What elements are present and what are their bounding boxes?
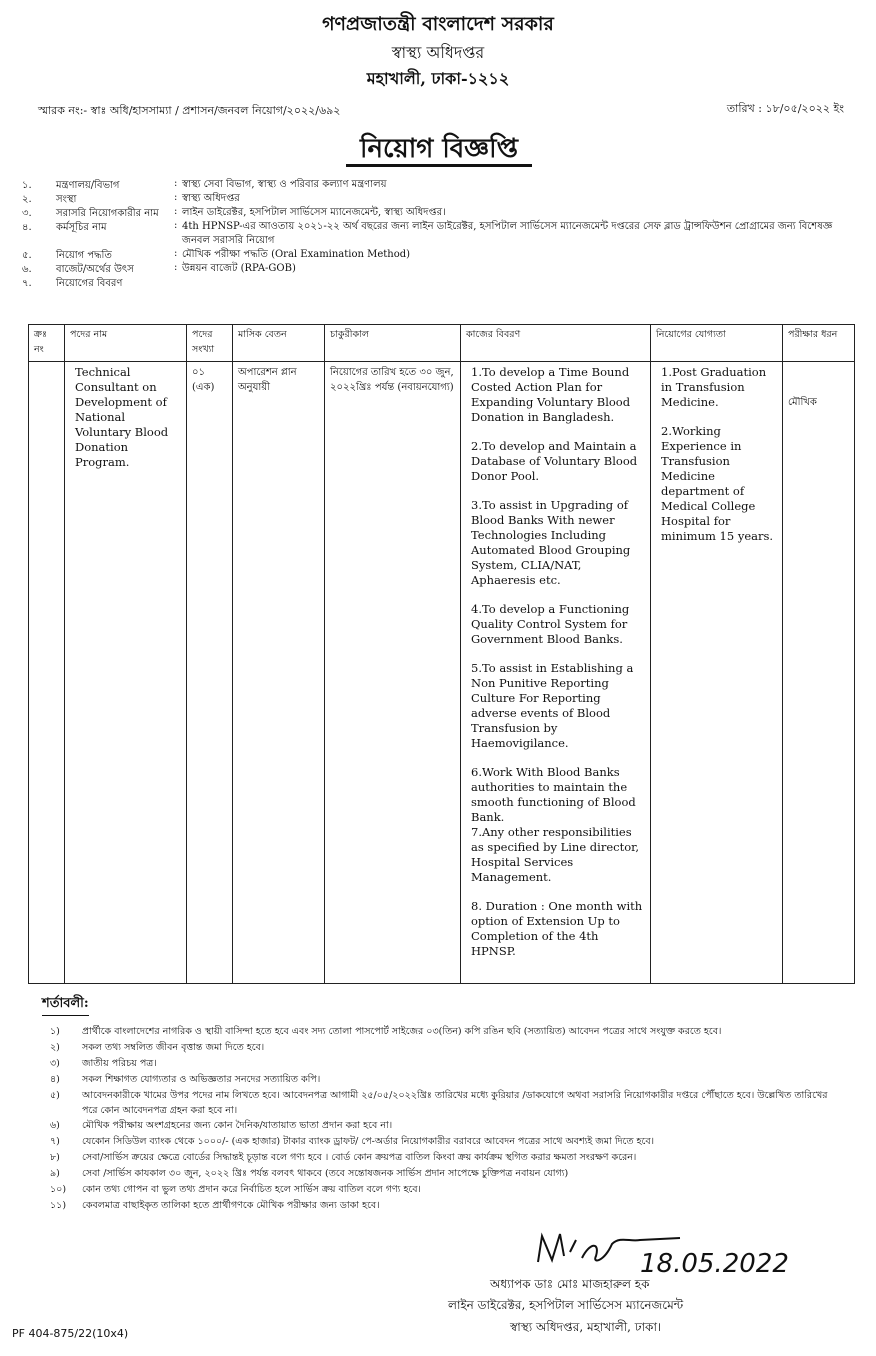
condition-num: ৫)	[50, 1090, 60, 1101]
meta-colon: :	[174, 206, 178, 217]
cell-post: Technical Consultant on Development of National Voluntary Blood Donation Program.	[65, 362, 187, 984]
condition-num: ২)	[50, 1042, 60, 1053]
meta-num: ৭.	[22, 278, 32, 289]
table-row	[29, 362, 855, 984]
print-code: PF 404-875/22(10x4)	[12, 1327, 129, 1340]
condition-item	[50, 1118, 840, 1134]
meta-row	[22, 192, 852, 206]
condition-text: মৌখিক পরীক্ষায় অংশগ্রহনের জন্য কোন দৈনিক/যাতায়াত ভাতা প্রদান করা হবে না।	[82, 1120, 393, 1131]
table-header-row	[29, 325, 855, 362]
meta-value: 4th HPNSP-এর আওতায় ২০২১-২২ অর্থ বছরের জন্য লাইন ডাইরেক্টর, হসপিটাল সার্ভিসেস ম্যানেজমেন্ট দপ্তরের সেফ ব্লাড ট্রান্সফিউশন প্রোগ্রামের জন্য বিশেষজ্ঞ জনবল সরাসরি নিয়োগ	[182, 221, 833, 246]
department-name: স্বাস্থ্য অধিদপ্তর	[391, 43, 485, 62]
meta-label: মন্ত্রণালয়/বিভাগ	[56, 180, 120, 191]
condition-num: ৮)	[50, 1152, 60, 1163]
meta-label: বাজেট/অর্থের উৎস	[56, 264, 134, 275]
condition-num: ১১)	[50, 1200, 67, 1211]
condition-num: ৭)	[50, 1136, 60, 1147]
condition-num: ৯)	[50, 1168, 60, 1179]
meta-value: মৌখিক পরীক্ষা পদ্ধতি (Oral Examination Method)	[182, 249, 411, 260]
col-header-exam: পরীক্ষার ধরন	[783, 325, 855, 362]
condition-text: প্রার্থীকে বাংলাদেশের নাগরিক ও স্থায়ী বাসিন্দা হতে হবে এবং সদ্য তোলা পাসপোর্ট সাইজের ০৩(তিন) কপি রঙিন ছবি (সত্যায়িত) আবেদন পত্রের সাথে সংযুক্ত করতে হবে।	[82, 1026, 722, 1037]
meta-value: লাইন ডাইরেক্টর, হসপিটাল সার্ভিসেস ম্যানেজমেন্ট, স্বাস্থ্য অধিদপ্তর।	[182, 207, 446, 218]
col-header-salary: মাসিক বেতন	[233, 325, 325, 362]
meta-row	[22, 206, 852, 220]
cell-tenure: নিয়োগের তারিখ হতে ৩০ জুন, ২০২২খ্রিঃ পর্যন্ত (নবায়নযোগ্য)	[325, 362, 461, 984]
meta-num: ৬.	[22, 264, 32, 275]
meta-label: নিয়োগ পদ্ধতি	[56, 250, 112, 261]
meta-num: ৫.	[22, 250, 32, 261]
condition-num: ৩)	[50, 1058, 60, 1069]
signature-date: 18.05.2022	[640, 1249, 789, 1279]
cell-count: ০১ (এক)	[187, 362, 233, 984]
signatory-title: লাইন ডাইরেক্টর, হসপিটাল সার্ভিসেস ম্যানেজমেন্ট	[448, 1298, 684, 1312]
meta-list	[22, 178, 852, 290]
condition-item	[50, 1198, 840, 1214]
condition-num: ১)	[50, 1026, 60, 1037]
handwritten-signature	[530, 1222, 830, 1282]
recruitment-table	[28, 324, 855, 984]
duty-item: 1.To develop a Time Bound Costed Action Plan for Expanding Voluntary Blood Donation in Bangladesh.	[471, 365, 631, 424]
duty-item: 3.To assist in Upgrading of Blood Banks With newer Technologies Including Automated Blood Grouping System, CLIA/NAT, Aphaeresis etc.	[471, 498, 631, 587]
duty-item: 8. Duration : One month with option of Extension Up to Completion of the 4th HPNSP.	[471, 899, 643, 958]
condition-item	[50, 1182, 840, 1198]
cell-exam	[783, 362, 855, 984]
duty-item: 5.To assist in Establishing a Non Punitive Reporting Culture For Reporting adverse events of Blood Transfusion by Haemovigilance.	[471, 661, 634, 750]
condition-text: সকল তথ্য সম্বলিত জীবন বৃত্তান্ত জমা দিতে হবে।	[82, 1042, 265, 1053]
condition-text: আবেদনকারীকে খামের উপর পদের নাম লিখতে হবে। আবেদনপত্র আগামী ২৫/০৫/২০২২খ্রিঃ তারিখের মধ্যে কুরিয়ার /ডাকযোগে অথবা সরাসরি নিয়োগকারীর দপ্তরে পৌঁছাতে হবে। উল্লেখিত তারিখের পরে কোন আবেদনপত্র গ্রহন করা হবে না।	[82, 1090, 828, 1116]
col-header-count: পদের সংখ্যা	[187, 325, 233, 362]
meta-label: সরাসরি নিয়োগকারীর নাম	[56, 208, 159, 219]
col-header-serial: ক্রঃ নং	[29, 325, 65, 362]
col-header-duties: কাজের বিবরণ	[461, 325, 651, 362]
meta-label: নিয়োগের বিবরণ	[56, 278, 123, 289]
condition-item	[50, 1072, 840, 1088]
meta-value: স্বাস্থ্য অধিদপ্তর	[182, 193, 240, 204]
condition-item	[50, 1134, 840, 1150]
meta-label: কর্মসূচির নাম	[56, 222, 107, 233]
signatory-name: অধ্যাপক ডাঃ মোঃ মাজহারুল হক	[490, 1277, 650, 1291]
qualification-item: 2.Working Experience in Transfusion Medicine department of Medical College Hospital for minimum 15 years.	[661, 424, 774, 543]
meta-row	[22, 178, 852, 192]
cell-serial	[29, 362, 65, 984]
duty-item: 2.To develop and Maintain a Database of Voluntary Blood Donor Pool.	[471, 439, 638, 483]
meta-colon: :	[174, 178, 178, 189]
govt-title: গণপ্রজাতন্ত্রী বাংলাদেশ সরকার	[322, 13, 554, 35]
col-header-tenure: চাকুরীকাল	[325, 325, 461, 362]
meta-row	[22, 276, 852, 290]
condition-item	[50, 1056, 840, 1072]
meta-num: ১.	[22, 180, 32, 191]
notice-title: নিয়োগ বিজ্ঞপ্তি	[346, 128, 532, 167]
condition-item	[50, 1150, 840, 1166]
office-address: মহাখালী, ঢাকা-১২১২	[366, 69, 510, 88]
condition-text: সকল শিক্ষাগত যোগ্যতার ও অভিজ্ঞতার সনদের সত্যায়িত কপি।	[82, 1074, 321, 1085]
meta-row	[22, 248, 852, 262]
meta-colon: :	[174, 262, 178, 273]
issue-date: তারিখ : ১৮/০৫/২০২২ ইং	[726, 102, 844, 115]
condition-item	[50, 1088, 840, 1118]
condition-text: সেবা /সার্ভিস কাযকাল ৩০ জুন, ২০২২ খ্রিঃ পর্যন্ত বলবৎ থাকবে (তবে সন্তোষজনক সার্ভিস প্রদান সাপেক্ষে চুক্তিপত্র নবায়ন যোগ্য)	[82, 1168, 569, 1179]
meta-label: সংস্থা	[56, 194, 77, 205]
condition-num: ৬)	[50, 1120, 60, 1131]
condition-num: ৪)	[50, 1074, 60, 1085]
meta-num: ৪.	[22, 222, 32, 233]
condition-item	[50, 1024, 840, 1040]
conditions-list	[50, 1024, 840, 1214]
cell-duties	[461, 362, 651, 984]
exam-type: মৌখিক	[788, 397, 817, 408]
meta-colon: :	[174, 248, 178, 259]
meta-value: স্বাস্থ্য সেবা বিভাগ, স্বাস্থ্য ও পরিবার কল্যাণ মন্ত্রণালয়	[182, 179, 387, 190]
condition-text: জাতীয় পরিচয় পত্র।	[82, 1058, 157, 1069]
cell-salary: অপারেশন প্লান অনুযায়ী	[233, 362, 325, 984]
col-header-qualification: নিয়োগের যোগ্যতা	[651, 325, 783, 362]
memo-number: স্মারক নং:- স্বাঃ অধি/হাসসাম্যা / প্রশাসন/জনবল নিয়োগ/২০২২/৬৯২	[38, 104, 341, 117]
condition-num: ১০)	[50, 1184, 67, 1195]
duty-item: 4.To develop a Functioning Quality Control System for Government Blood Banks.	[471, 602, 630, 646]
meta-colon: :	[174, 220, 178, 231]
meta-value: উন্নয়ন বাজেট (RPA-GOB)	[182, 263, 296, 274]
meta-num: ২.	[22, 194, 32, 205]
condition-text: সেবা/সার্ভিস ক্রয়ের ক্ষেত্রে বোর্ডের সিদ্ধান্তই চূড়ান্ত বলে গণ্য হবে । বোর্ড কোন ক্রয়পত্র বাতিল কিংবা ক্রয় কার্যক্রম স্থগিত করার ক্ষমতা সংরক্ষণ করেন।	[82, 1152, 637, 1163]
condition-text: কোন তথ্য গোপন বা ভুল তথ্য প্রদান করে নির্বাচিত হলে সার্ভিস ক্রয় বাতিল বলে গণ্য হবে।	[82, 1184, 421, 1195]
meta-row	[22, 220, 852, 248]
meta-row	[22, 262, 852, 276]
qualification-item: 1.Post Graduation in Transfusion Medicine.	[661, 365, 767, 409]
duty-item: 6.Work With Blood Banks authorities to maintain the smooth functioning of Blood Bank. 7.Any other responsibilities as specified by Line director, Hospital Services Management.	[471, 765, 640, 884]
condition-item	[50, 1166, 840, 1182]
meta-num: ৩.	[22, 208, 32, 219]
condition-item	[50, 1040, 840, 1056]
col-header-post: পদের নাম	[65, 325, 187, 362]
conditions-title: শর্তাবলী:	[42, 994, 89, 1016]
condition-text: কেবলমাত্র বাছাইকৃত তালিকা হতে প্রার্থীগণকে মৌখিক পরীক্ষার জন্য ডাকা হবে।	[82, 1200, 380, 1211]
condition-text: যেকোন সিডিউল ব্যাংক থেকে ১০০০/- (এক হাজার) টাকার ব্যাংক ড্রাফট/ পে-অর্ডার নিয়োগকারীর বরাবরে আবেদন পত্রের সাথে অবশ্যই জমা দিতে হবে।	[82, 1136, 655, 1147]
cell-qualification	[651, 362, 783, 984]
meta-colon: :	[174, 192, 178, 203]
signatory-office: স্বাস্থ্য অধিদপ্তর, মহাখালী, ঢাকা।	[510, 1320, 662, 1334]
